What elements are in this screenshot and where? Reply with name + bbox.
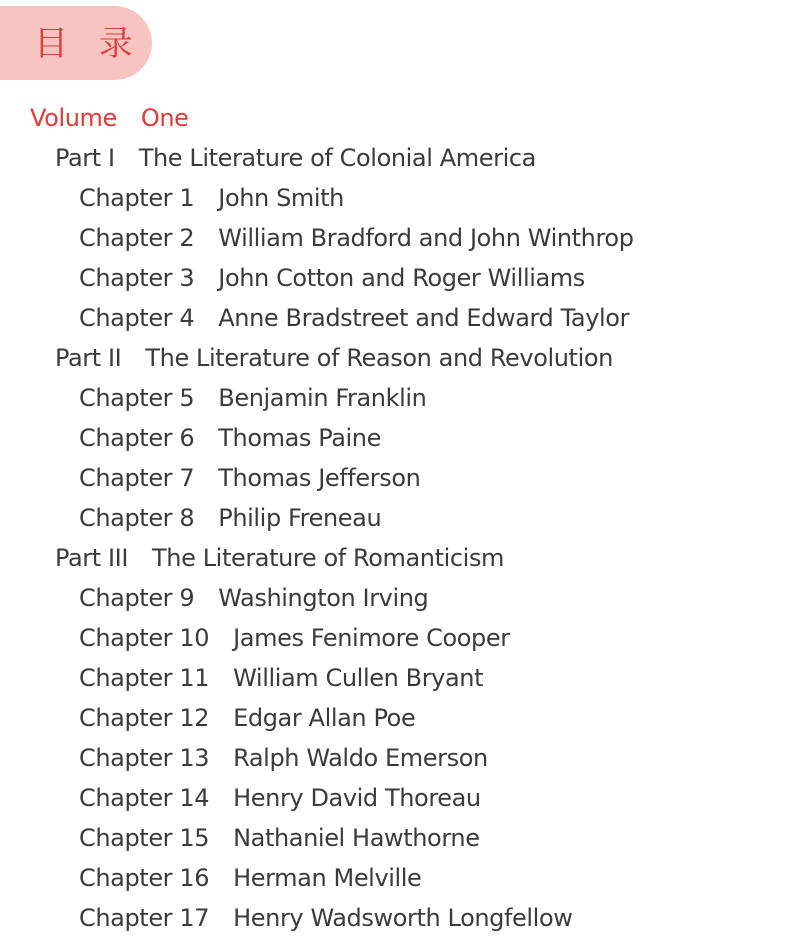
chapter-label: Chapter 9: [79, 584, 195, 612]
toc-chapter-entry[interactable]: [0, 778, 790, 818]
chapter-title: Henry David Thoreau: [233, 784, 481, 812]
toc-part-entry[interactable]: [0, 338, 790, 378]
chapter-label: Chapter 5: [79, 384, 195, 412]
toc-chapter-entry[interactable]: [0, 818, 790, 858]
chapter-label: Chapter 4: [79, 304, 195, 332]
chapter-title: John Cotton and Roger Williams: [218, 264, 585, 292]
toc-chapter-entry[interactable]: [0, 218, 790, 258]
chapter-title: Thomas Jefferson: [218, 464, 421, 492]
toc-chapter-entry[interactable]: [0, 578, 790, 618]
chapter-label: Chapter 8: [79, 504, 195, 532]
chapter-label: Chapter 12: [79, 704, 210, 732]
chapter-title: Herman Melville: [233, 864, 422, 892]
toc-part-entry[interactable]: [0, 538, 790, 578]
table-of-contents: [0, 98, 790, 938]
part-label: Part II: [55, 344, 122, 372]
chapter-label: Chapter 11: [79, 664, 210, 692]
toc-chapter-entry[interactable]: [0, 258, 790, 298]
toc-chapter-entry[interactable]: [0, 618, 790, 658]
chapter-title: Edgar Allan Poe: [233, 704, 416, 732]
toc-chapter-entry[interactable]: [0, 658, 790, 698]
chapter-label: Chapter 14: [79, 784, 210, 812]
chapter-title: William Bradford and John Winthrop: [218, 224, 634, 252]
volume-name: One: [140, 104, 189, 132]
part-label: Part III: [55, 544, 129, 572]
toc-chapter-entry[interactable]: [0, 738, 790, 778]
chapter-title: Philip Freneau: [218, 504, 382, 532]
chapter-label: Chapter 15: [79, 824, 210, 852]
toc-chapter-entry[interactable]: [0, 298, 790, 338]
chapter-title: Henry Wadsworth Longfellow: [233, 904, 573, 932]
toc-chapter-entry[interactable]: [0, 418, 790, 458]
chapter-label: Chapter 2: [79, 224, 195, 252]
chapter-title: Anne Bradstreet and Edward Taylor: [218, 304, 630, 332]
chapter-title: Benjamin Franklin: [218, 384, 427, 412]
chapter-title: James Fenimore Cooper: [233, 624, 510, 652]
toc-chapter-entry[interactable]: [0, 378, 790, 418]
volume-label: Volume: [30, 104, 117, 132]
part-title: The Literature of Colonial America: [138, 144, 536, 172]
chapter-label: Chapter 7: [79, 464, 195, 492]
chapter-label: Chapter 10: [79, 624, 210, 652]
toc-chapter-entry[interactable]: [0, 858, 790, 898]
contents-title: 目 录: [34, 24, 143, 64]
chapter-title: Nathaniel Hawthorne: [233, 824, 480, 852]
volume-heading[interactable]: [0, 98, 790, 138]
chapter-title: Thomas Paine: [218, 424, 381, 452]
chapter-label: Chapter 17: [79, 904, 210, 932]
chapter-label: Chapter 13: [79, 744, 210, 772]
chapter-label: Chapter 1: [79, 184, 195, 212]
part-title: The Literature of Romanticism: [152, 544, 505, 572]
part-label: Part I: [55, 144, 115, 172]
toc-chapter-entry[interactable]: [0, 178, 790, 218]
contents-title-tab: [0, 6, 152, 80]
chapter-title: Ralph Waldo Emerson: [233, 744, 488, 772]
chapter-label: Chapter 3: [79, 264, 195, 292]
toc-chapter-entry[interactable]: [0, 458, 790, 498]
part-title: The Literature of Reason and Revolution: [145, 344, 613, 372]
chapter-title: William Cullen Bryant: [233, 664, 484, 692]
chapter-title: John Smith: [218, 184, 344, 212]
chapter-label: Chapter 6: [79, 424, 195, 452]
toc-part-entry[interactable]: [0, 138, 790, 178]
toc-chapter-entry[interactable]: [0, 498, 790, 538]
chapter-label: Chapter 16: [79, 864, 210, 892]
toc-chapter-entry[interactable]: [0, 698, 790, 738]
toc-chapter-entry[interactable]: [0, 898, 790, 938]
chapter-title: Washington Irving: [218, 584, 429, 612]
